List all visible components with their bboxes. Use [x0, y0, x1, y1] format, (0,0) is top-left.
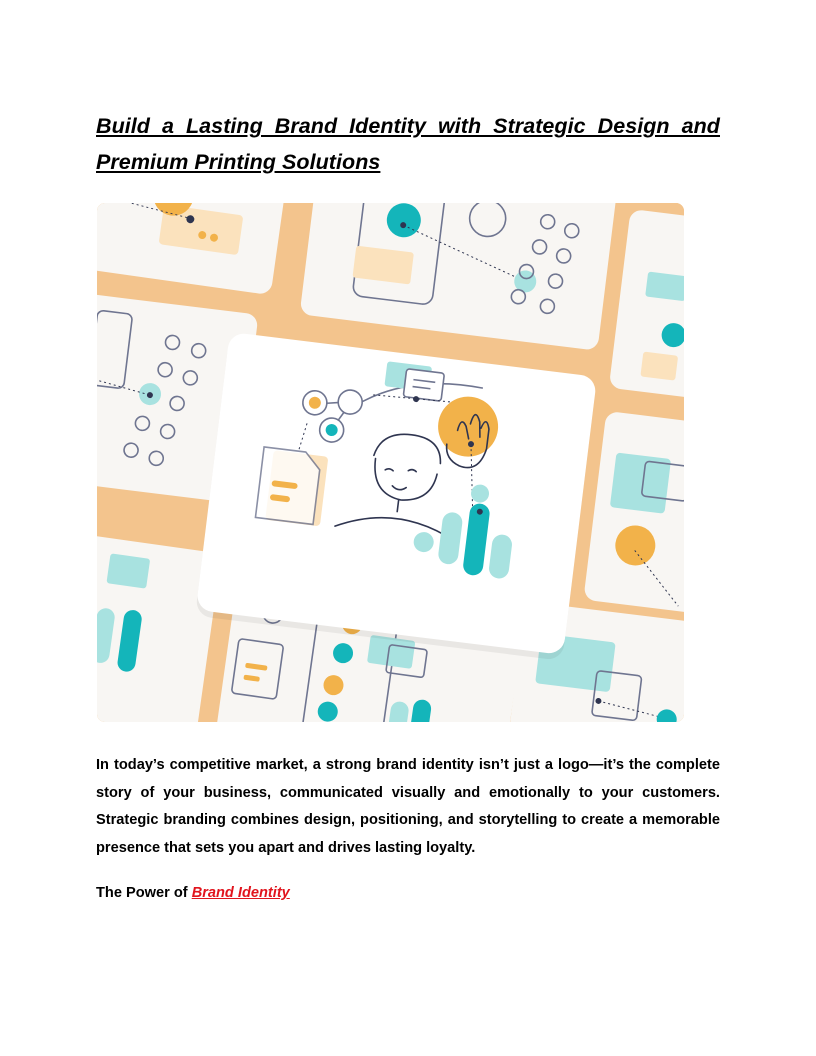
- hero-image: [97, 203, 684, 722]
- center-card: [195, 332, 597, 661]
- brand-identity-link[interactable]: Brand Identity: [191, 885, 290, 901]
- intro-paragraph: In today’s competitive market, a strong brand identity isn’t just a logo—it’s the complete story of your business, communicated visually and emotionally to your customers. Strategic branding combines design, positioning, and storytelling to create a memorable presence that sets you apart and drives lasting loyalty.: [96, 757, 720, 856]
- branding-cards-illustration: [97, 203, 684, 722]
- subheading-text: The Power of: [96, 885, 192, 901]
- article-title: Build a Lasting Brand Identity with Strategic Design and Premium Printing Solutions: [96, 114, 720, 174]
- section-subheading: [96, 881, 720, 905]
